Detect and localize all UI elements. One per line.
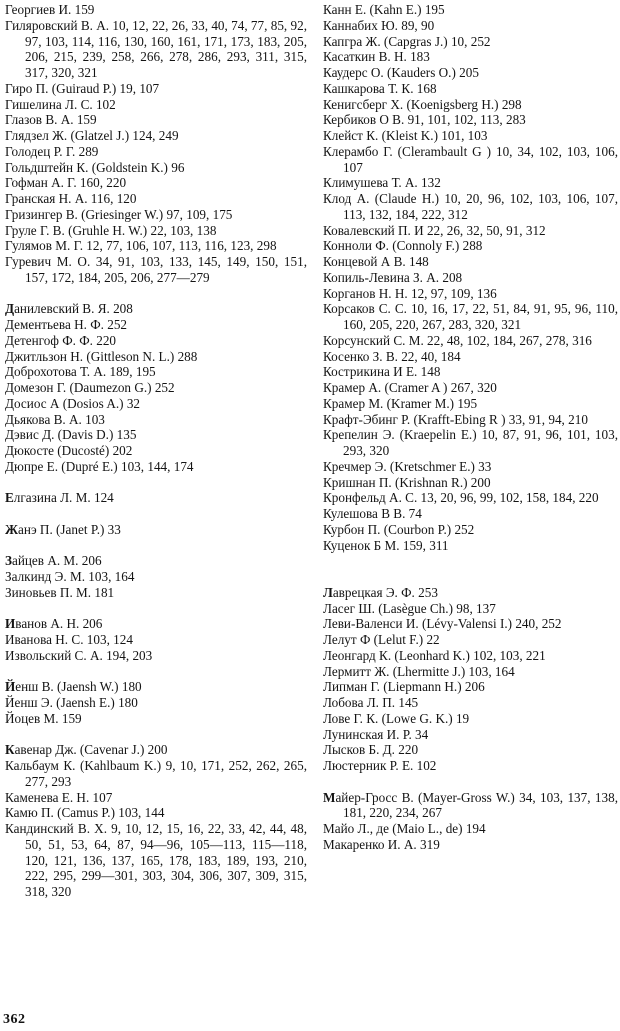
- index-entry: [323, 81, 618, 97]
- entry-text: Канн Е. (Kahn E.) 195: [323, 2, 445, 17]
- index-entry: [323, 664, 618, 680]
- right-column: [323, 2, 618, 853]
- entry-text: Зиновьев П. М. 181: [5, 584, 115, 600]
- index-entry: [5, 191, 307, 207]
- index-entry: [323, 538, 618, 554]
- entry-text: Иванова Н. С. 103, 124: [5, 632, 133, 647]
- entry-text: Гишелина Л. С. 102: [5, 96, 116, 112]
- entry-text: Кашкарова Т. К. 168: [323, 80, 437, 96]
- index-entry: [5, 443, 307, 459]
- index-entry: [323, 364, 618, 380]
- index-entry: [323, 648, 618, 664]
- entry-text: Крамер М. (Kramer M.) 195: [323, 395, 478, 411]
- index-entry: [323, 837, 618, 853]
- index-entry: [323, 821, 618, 837]
- entry-text: Домезон Г. (Daumezon G.) 252: [5, 380, 175, 395]
- index-entry: [5, 758, 307, 790]
- left-column: [5, 2, 307, 900]
- index-entry: [5, 2, 307, 18]
- entry-text: Детенгоф Ф. Ф. 220: [5, 332, 117, 348]
- entry-text: Корсунский С. М. 22, 48, 102, 184, 267, 278, 316: [323, 332, 592, 348]
- entry-text: Лысков Б. Д. 220: [323, 742, 419, 758]
- index-entry: [323, 459, 618, 475]
- index-entry: [323, 585, 618, 601]
- entry-text: Крамер А. (Cramer A ) 267, 320: [323, 380, 497, 395]
- index-entry: [5, 616, 307, 632]
- section-initial: Е: [5, 490, 14, 506]
- entry-text: Гризингер В. (Griesinger W.) 97, 109, 175: [5, 206, 233, 222]
- index-entry: [323, 522, 618, 538]
- entry-text: Леви-Валенси И. (Lévy-Valensi I.) 240, 252: [323, 616, 562, 632]
- index-entry: [323, 254, 618, 270]
- index-entry: [5, 396, 307, 412]
- entry-text: Груле Г. В. (Gruhle H. W.) 22, 103, 138: [5, 222, 217, 238]
- index-entry: [323, 34, 618, 50]
- section-initial: К: [5, 742, 15, 758]
- index-entry: [5, 585, 307, 601]
- entry-text: Майо Л., де (Maio L., de) 194: [323, 821, 486, 836]
- index-entry: [5, 317, 307, 333]
- entry-text: Гиляровский В. А. 10, 12, 22, 26, 33, 40, 74, 77, 85, 92, 97, 103, 114, 116, 130, 160, 161, 171, 173, 183, 205, 206, 215, 239, 258, 266, 278, 286, 293, 311, 315, 317, 320, 321: [5, 17, 307, 80]
- index-entry: [323, 270, 618, 286]
- index-entry: [5, 112, 307, 128]
- entry-text: Камю П. (Camus P.) 103, 144: [5, 805, 165, 821]
- index-entry: [5, 459, 307, 475]
- index-entry: [323, 112, 618, 128]
- entry-text: Гольдштейн К. (Goldstein K.) 96: [5, 159, 185, 175]
- index-entry: [5, 569, 307, 585]
- index-entry: [323, 758, 618, 774]
- index-entry: [323, 475, 618, 491]
- index-entry: [323, 128, 618, 144]
- section-initial: Д: [5, 301, 15, 317]
- entry-text: Клерамбо Г. (Clerambault G ) 10, 34, 102, 103, 106, 107: [323, 143, 618, 175]
- entry-text: Кербиков О В. 91, 101, 102, 113, 283: [323, 112, 526, 128]
- index-entry: [5, 97, 307, 113]
- index-entry: [323, 97, 618, 113]
- entry-text: Кенигсберг Х. (Koenigsberg H.) 298: [323, 96, 522, 112]
- entry-text: Залкинд Э. М. 103, 164: [5, 569, 135, 584]
- entry-text: анэ П. (Janet P.) 33: [18, 521, 121, 537]
- entry-text: авенар Дж. (Cavenar J.) 200: [14, 742, 168, 758]
- entry-text: Каннабих Ю. 89, 90: [323, 17, 435, 33]
- entry-text: Капгра Ж. (Capgras J.) 10, 252: [323, 33, 491, 49]
- index-entry: [5, 81, 307, 97]
- index-entry: [5, 18, 307, 81]
- index-entry: [323, 601, 618, 617]
- index-entry: [5, 254, 307, 286]
- section-gap: [5, 475, 307, 491]
- entry-text: Люстерник Р. Е. 102: [323, 758, 437, 773]
- index-entry: [5, 349, 307, 365]
- index-entry: [323, 632, 618, 648]
- entry-text: Леонгард К. (Leonhard K.) 102, 103, 221: [323, 647, 546, 663]
- entry-text: Каудерс О. (Kauders O.) 205: [323, 65, 479, 80]
- index-entry: [323, 223, 618, 239]
- section-initial: Й: [5, 679, 16, 695]
- section-gap: [5, 286, 307, 302]
- entry-text: Лунинская И. Р. 34: [323, 726, 429, 742]
- entry-text: Курбон П. (Courbon P.) 252: [323, 521, 475, 537]
- entry-text: Ковалевский П. И 22, 26, 32, 50, 91, 312: [323, 222, 546, 238]
- entry-text: Дюкосте (Ducosté) 202: [5, 443, 133, 458]
- entry-text: Дьякова В. А. 103: [5, 411, 105, 427]
- index-entry: [5, 301, 307, 317]
- entry-text: Гиро П. (Guiraud P.) 19, 107: [5, 80, 160, 96]
- entry-text: Кречмер Э. (Kretschmer E.) 33: [323, 458, 492, 474]
- index-entry: [5, 175, 307, 191]
- index-entry: [323, 616, 618, 632]
- index-entry: [323, 2, 618, 18]
- entry-text: Косенко З. В. 22, 40, 184: [323, 348, 461, 364]
- entry-text: Дементьева Н. Ф. 252: [5, 317, 128, 332]
- entry-text: аврецкая Э. Ф. 253: [332, 584, 438, 600]
- index-entry: [323, 711, 618, 727]
- index-entry: [323, 490, 618, 506]
- entry-text: Джитльзон Н. (Gittleson N. L.) 288: [5, 348, 198, 364]
- entry-text: Лове Г. К. (Lowe G. K.) 19: [323, 710, 470, 726]
- section-gap: [5, 727, 307, 743]
- index-entry: [323, 742, 618, 758]
- entry-text: Крафт-Эбинг Р. (Krafft-Ebing R ) 33, 91, 94, 210: [323, 411, 588, 427]
- index-entry: [5, 160, 307, 176]
- index-entry: [323, 695, 618, 711]
- entry-text: Дюпре Е. (Dupré E.) 103, 144, 174: [5, 458, 194, 474]
- index-entry: [323, 427, 618, 459]
- index-entry: [323, 349, 618, 365]
- entry-text: Кальбаум К. (Kahlbaum K.) 9, 10, 171, 252, 262, 265, 277, 293: [5, 758, 307, 789]
- entry-text: Глазов В. А. 159: [5, 112, 97, 128]
- entry-text: Досиос А (Dosios A.) 32: [5, 395, 141, 411]
- entry-text: Конноли Ф. (Connoly F.) 288: [323, 238, 483, 254]
- index-entry: [323, 412, 618, 428]
- section-initial: М: [323, 789, 336, 805]
- entry-text: Доброхотова Т. А. 189, 195: [5, 364, 156, 380]
- section-initial: И: [5, 616, 16, 632]
- entry-text: Касаткин В. Н. 183: [323, 49, 430, 65]
- entry-text: Кришнан П. (Krishnan R.) 200: [323, 474, 491, 490]
- index-entry: [5, 128, 307, 144]
- index-entry: [323, 238, 618, 254]
- index-entry: [5, 711, 307, 727]
- entry-text: Крепелин Э. (Kraepelin E.) 10, 87, 91, 96, 101, 103, 293, 320: [323, 427, 618, 458]
- section-gap: [323, 774, 618, 790]
- section-initial: Л: [323, 584, 333, 600]
- index-entry: [323, 396, 618, 412]
- index-entry: [323, 679, 618, 695]
- entry-text: Концевой А В. 148: [323, 254, 429, 269]
- index-entry: [5, 805, 307, 821]
- index-entry: [5, 821, 307, 900]
- section-gap: [5, 664, 307, 680]
- index-entry: [323, 301, 618, 333]
- entry-text: Йоцев М. 159: [5, 710, 82, 726]
- entry-text: Гулямов М. Г. 12, 77, 106, 107, 113, 116, 123, 298: [5, 238, 277, 254]
- index-entry: [5, 144, 307, 160]
- index-entry: [5, 223, 307, 239]
- entry-text: енш В. (Jaensh W.) 180: [15, 679, 142, 695]
- entry-text: Лермитт Ж. (Lhermitte J.) 103, 164: [323, 663, 515, 679]
- entry-text: Гофман А. Г. 160, 220: [5, 175, 127, 191]
- index-entry: [323, 506, 618, 522]
- index-entry: [323, 286, 618, 302]
- entry-text: Кандинский В. Х. 9, 10, 12, 15, 16, 22, 33, 42, 44, 48, 50, 51, 53, 64, 87, 94—96, 105—113, 115—118, 120, 121, 136, 137, 165, 178, 183, 189, 193, 210, 222, 295, 299—301, 303, 304, 306, 307, 309, 315, 318, 320: [5, 821, 307, 899]
- entry-text: Гуревич М. О. 34, 91, 103, 133, 145, 149, 150, 151, 157, 172, 184, 205, 206, 277—279: [5, 254, 307, 285]
- entry-text: Корсаков С. С. 10, 16, 17, 22, 51, 84, 91, 95, 96, 110, 160, 205, 220, 267, 283, 320, 321: [323, 301, 618, 332]
- section-gap: [323, 553, 618, 585]
- section-gap: [5, 601, 307, 617]
- index-entry: [323, 18, 618, 34]
- index-entry: [5, 207, 307, 223]
- index-entry: [5, 238, 307, 254]
- index-entry: [5, 695, 307, 711]
- entry-text: Извольский С. А. 194, 203: [5, 647, 153, 663]
- index-entry: [323, 790, 618, 822]
- entry-text: Копиль-Левина З. А. 208: [323, 269, 463, 285]
- index-entry: [323, 333, 618, 349]
- entry-text: Кулешова В В. 74: [323, 506, 422, 521]
- index-entry: [5, 364, 307, 380]
- index-entry: [5, 742, 307, 758]
- index-entry: [323, 191, 618, 223]
- entry-text: Голодец Р. Г. 289: [5, 143, 99, 159]
- entry-text: Георгиев И. 159: [5, 2, 95, 17]
- section-gap: [5, 506, 307, 522]
- entry-text: Куценок Б М. 159, 311: [323, 537, 449, 553]
- entry-text: Липман Г. (Liepmann H.) 206: [323, 679, 485, 695]
- entry-text: лгазина Л. М. 124: [13, 490, 114, 506]
- entry-text: Каменева Е. Н. 107: [5, 789, 113, 805]
- entry-text: айер-Гросс В. (Mayer-Gross W.) 34, 103, 137, 138, 181, 220, 234, 267: [335, 789, 618, 821]
- index-entry: [5, 490, 307, 506]
- section-initial: Ж: [5, 521, 19, 537]
- index-entry: [323, 49, 618, 65]
- index-entry: [323, 144, 618, 176]
- index-entry: [323, 175, 618, 191]
- entry-text: Ласег Ш. (Lasègue Ch.) 98, 137: [323, 600, 496, 616]
- entry-text: Кострикина И Е. 148: [323, 364, 441, 380]
- entry-text: ванов А. Н. 206: [15, 616, 103, 632]
- entry-text: Лелут Ф (Lelut F.) 22: [323, 632, 440, 647]
- entry-text: Климушева Т. А. 132: [323, 175, 441, 191]
- entry-text: Корганов Н. Н. 12, 97, 109, 136: [323, 285, 497, 301]
- section-gap: [5, 538, 307, 554]
- index-entry: [5, 790, 307, 806]
- index-entry: [5, 427, 307, 443]
- index-entry: [323, 65, 618, 81]
- index-entry: [5, 333, 307, 349]
- entry-text: Макаренко И. А. 319: [323, 836, 440, 852]
- entry-text: айцев А. М. 206: [11, 553, 102, 569]
- index-entry: [5, 522, 307, 538]
- entry-text: Кронфельд А. С. 13, 20, 96, 99, 102, 158, 184, 220: [323, 490, 599, 506]
- index-entry: [5, 380, 307, 396]
- page-number: 362: [3, 1012, 26, 1027]
- section-initial: З: [5, 553, 12, 569]
- entry-text: Лобова Л. П. 145: [323, 695, 419, 710]
- index-entry: [323, 380, 618, 396]
- entry-text: Клейст К. (Kleist K.) 101, 103: [323, 128, 488, 143]
- entry-text: Глядзел Ж. (Glatzel J.) 124, 249: [5, 128, 179, 143]
- index-entry: [5, 412, 307, 428]
- index-entry: [323, 727, 618, 743]
- entry-text: Гранская Н. А. 116, 120: [5, 191, 137, 206]
- entry-text: Йенш Э. (Jaensh E.) 180: [5, 695, 138, 710]
- entry-text: Клод А. (Claude H.) 10, 20, 96, 102, 103, 106, 107, 113, 132, 184, 222, 312: [323, 191, 618, 222]
- index-entry: [5, 553, 307, 569]
- index-entry: [5, 679, 307, 695]
- entry-text: анилевский В. Я. 208: [14, 301, 133, 317]
- entry-text: Дэвис Д. (Davis D.) 135: [5, 427, 137, 443]
- index-entry: [5, 632, 307, 648]
- index-entry: [5, 648, 307, 664]
